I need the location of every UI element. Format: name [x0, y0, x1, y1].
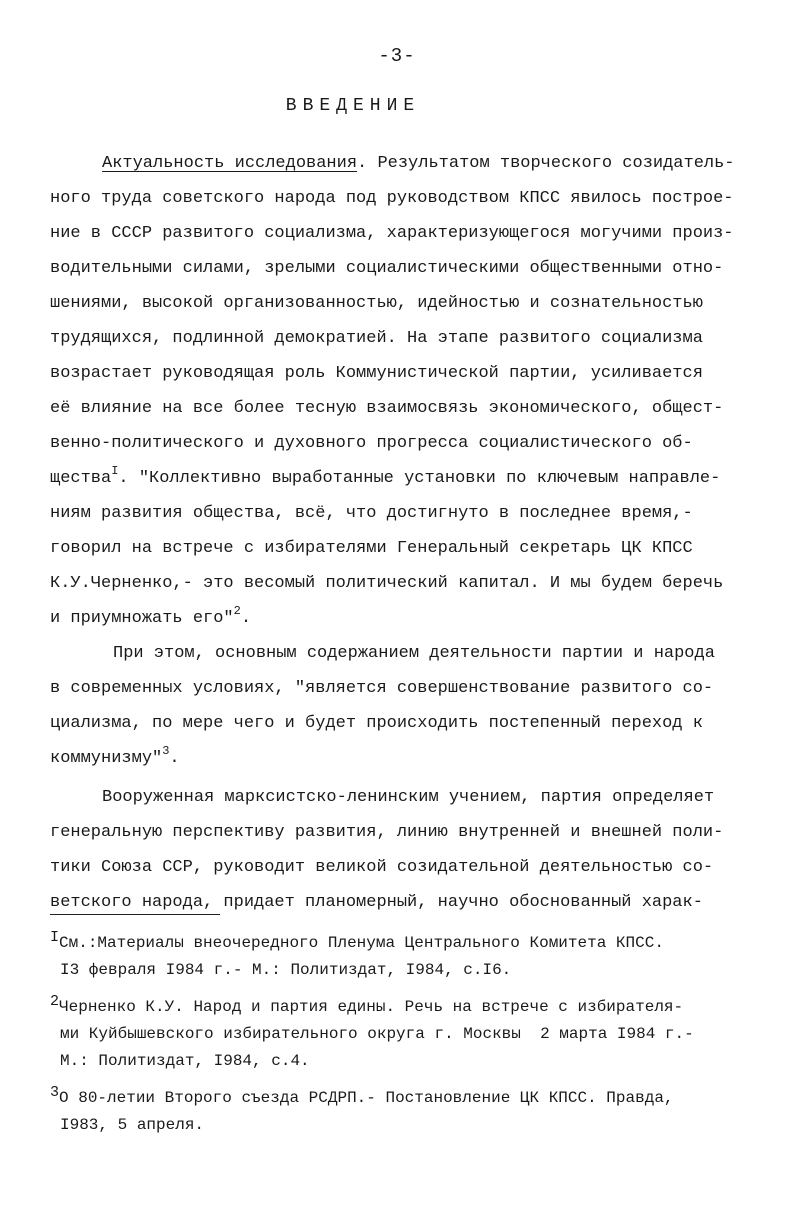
footnote-divider — [50, 914, 220, 915]
paragraph-3-line: Вооруженная марксистско-ленинским учением, партия определяет — [102, 788, 715, 807]
footnote-ref-3: 3 — [162, 744, 170, 758]
paragraph-2-line: При этом, основным содержанием деятельности партии и народа — [113, 644, 715, 663]
paragraph-2-line: коммунизму"$^3$. — [50, 744, 180, 768]
paragraph-3-line: ветского народа, придает планомерный, научно обоснованный харак- — [50, 893, 703, 912]
paragraph-2-line: в современных условиях, "является совершенствование развитого со- — [50, 679, 714, 698]
paragraph-1-line: водительными силами, зрелыми социалистическими общественными отно- — [50, 259, 724, 278]
paragraph-1-line: возрастает руководящая роль Коммунистической партии, усиливается — [50, 364, 703, 383]
page-number: -3- — [378, 45, 416, 67]
paragraph-1-line: К.У.Черненко,- это весомый политический капитал. И мы будем беречь — [50, 574, 724, 593]
paragraph-3-line: тики Союза ССР, руководит великой созидательной деятельностью со- — [50, 858, 714, 877]
footnote-mark: 3 — [50, 1084, 60, 1101]
section-title: ВВЕДЕНИЕ — [285, 96, 421, 116]
paragraph-1-line: трудящихся, подлинной демократией. На этапе развитого социализма — [50, 329, 703, 348]
paragraph-3-line: генеральную перспективу развития, линию внутренней и внешней поли- — [50, 823, 724, 842]
main-text — [50, 146, 762, 920]
footnote-ref-1: I — [111, 464, 119, 478]
footnote-3: 3О 80-летии Второго съезда РСДРП.- Постановление ЦК КПСС. Правда, I983, 5 апреля. — [50, 1084, 674, 1134]
footnote-1: IСм.:Материалы внеочередного Пленума Центрального Комитета КПСС. I3 февраля I984 г.- М.: Политиздат, I984, с.I6. — [50, 929, 664, 979]
paragraph-1-line: ниям развития общества, всё, что достигнуто в последнее время,- — [50, 504, 693, 523]
footnote-mark: I — [50, 929, 60, 946]
paragraph-1-line: и приумножать его"$^2$. — [50, 604, 252, 628]
paragraph-1-line: Актуальность исследования. Результатом творческого созидатель- — [102, 154, 735, 173]
footnotes — [50, 930, 762, 1139]
paragraph-2-line: циализма, по мере чего и будет происходить постепенный переход к — [50, 714, 703, 733]
footnote-2: 2Черненко К.У. Народ и партия едины. Речь на встрече с избирателя- ми Куйбышевского избирательного округа г. Москвы 2 марта I984 г.- М.: Политиздат, I984, с.4. — [50, 993, 694, 1070]
footnote-ref-2: 2 — [233, 604, 241, 618]
paragraph-1-line: ние в СССР развитого социализма, характеризующегося могучими произ- — [50, 224, 734, 243]
paragraph-heading: Актуальность исследования — [102, 154, 358, 173]
paragraph-1-line: говорил на встрече с избирателями Генеральный секретарь ЦК КПСС — [50, 539, 693, 558]
paragraph-1-line: щества$^I$. "Коллективно выработанные установки по ключевым направле- — [50, 464, 721, 488]
paragraph-1-line: шениями, высокой организованностью, идейностью и сознательностью — [50, 294, 703, 313]
footnote-mark: 2 — [50, 993, 60, 1010]
paragraph-1-line: её влияние на все более тесную взаимосвязь экономического, общест- — [50, 399, 724, 418]
paragraph-1-line: ного труда советского народа под руководством КПСС явилось построе- — [50, 189, 734, 208]
paragraph-1-line: венно-политического и духовного прогресса социалистического об- — [50, 434, 693, 453]
